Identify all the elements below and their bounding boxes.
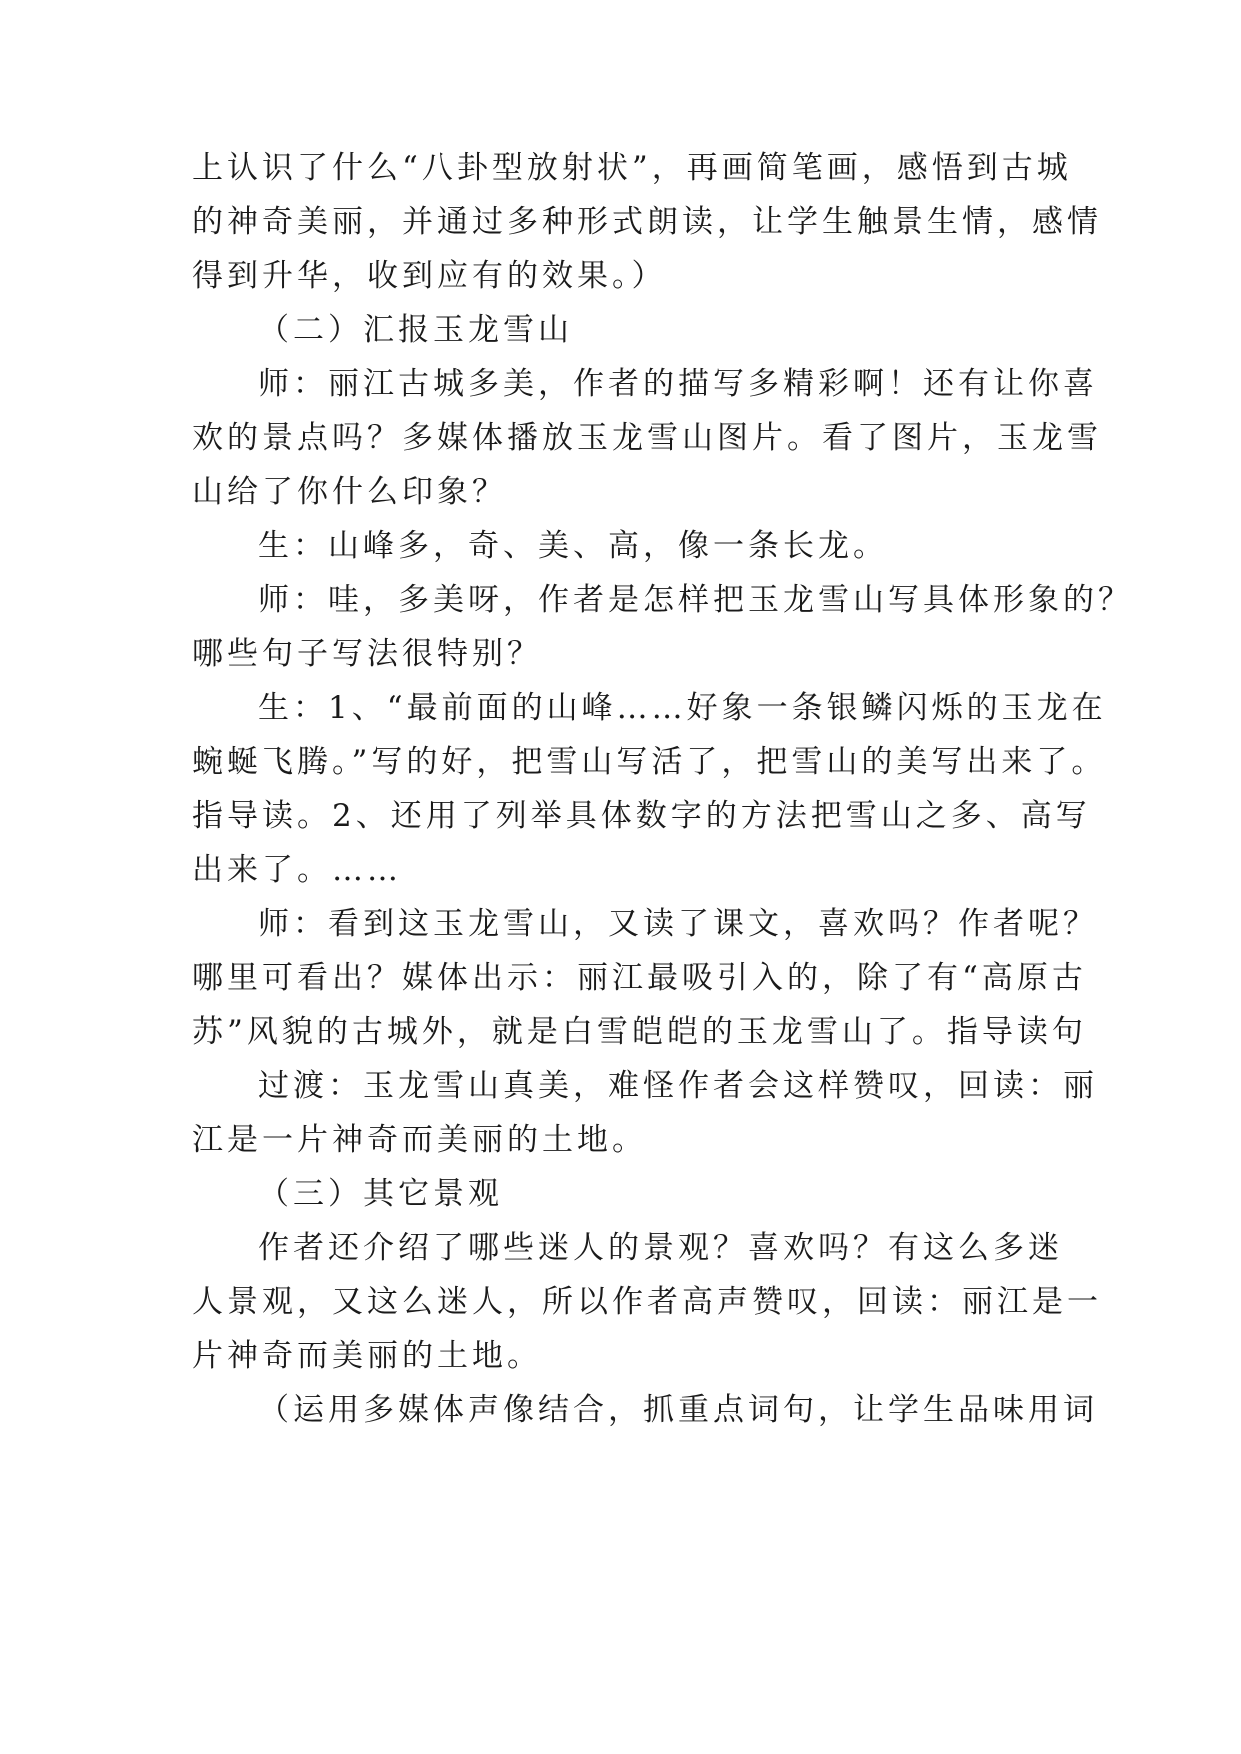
paragraph-line: 得到升华，收到应有的效果。） <box>192 258 667 294</box>
paragraph-line: 片神奇而美丽的土地。 <box>192 1338 542 1374</box>
paragraph-line: 哪些句子写法很特别？ <box>192 636 542 672</box>
paragraph-line: 作者还介绍了哪些迷人的景观？喜欢吗？有这么多迷 <box>258 1230 1063 1266</box>
paragraph-line: 过渡：玉龙雪山真美，难怪作者会这样赞叹，回读：丽 <box>258 1068 1098 1104</box>
paragraph-line: 上认识了什么“八卦型放射状”，再画简笔画，感悟到古城 <box>192 150 1072 186</box>
paragraph-line: 师：丽江古城多美，作者的描写多精彩啊！还有让你喜 <box>258 366 1098 402</box>
paragraph-line: 苏”风貌的古城外，就是白雪皑皑的玉龙雪山了。指导读句 <box>192 1014 1087 1050</box>
paragraph-line: 江是一片神奇而美丽的土地。 <box>192 1122 647 1158</box>
paragraph-line: 出来了。…… <box>192 852 402 888</box>
paragraph-line: 哪里可看出？媒体出示：丽江最吸引入的，除了有“高原古 <box>192 960 1087 996</box>
paragraph-line: 蜿蜒飞腾。”写的好，把雪山写活了，把雪山的美写出来了。 <box>192 744 1107 780</box>
section-heading: （二）汇报玉龙雪山 <box>258 312 573 348</box>
paragraph-line: 人景观，又这么迷人，所以作者高声赞叹，回读：丽江是一 <box>192 1284 1102 1320</box>
paragraph-line: 师：看到这玉龙雪山，又读了课文，喜欢吗？作者呢？ <box>258 906 1098 942</box>
paragraph-line: 生：山峰多，奇、美、高，像一条长龙。 <box>258 528 888 564</box>
paragraph-line: 的神奇美丽，并通过多种形式朗读，让学生触景生情，感情 <box>192 204 1102 240</box>
paragraph-line: （运用多媒体声像结合，抓重点词句，让学生品味用词 <box>258 1392 1098 1428</box>
paragraph-line: 生：1、“最前面的山峰……好象一条银鳞闪烁的玉龙在 <box>258 690 1107 726</box>
paragraph-line: 指导读。2、还用了列举具体数字的方法把雪山之多、高写 <box>192 798 1091 834</box>
paragraph-line: 山给了你什么印象？ <box>192 474 507 510</box>
paragraph-line: 师：哇，多美呀，作者是怎样把玉龙雪山写具体形象的？ <box>258 582 1133 618</box>
section-heading: （三）其它景观 <box>258 1176 503 1212</box>
paragraph-line: 欢的景点吗？多媒体播放玉龙雪山图片。看了图片，玉龙雪 <box>192 420 1102 456</box>
